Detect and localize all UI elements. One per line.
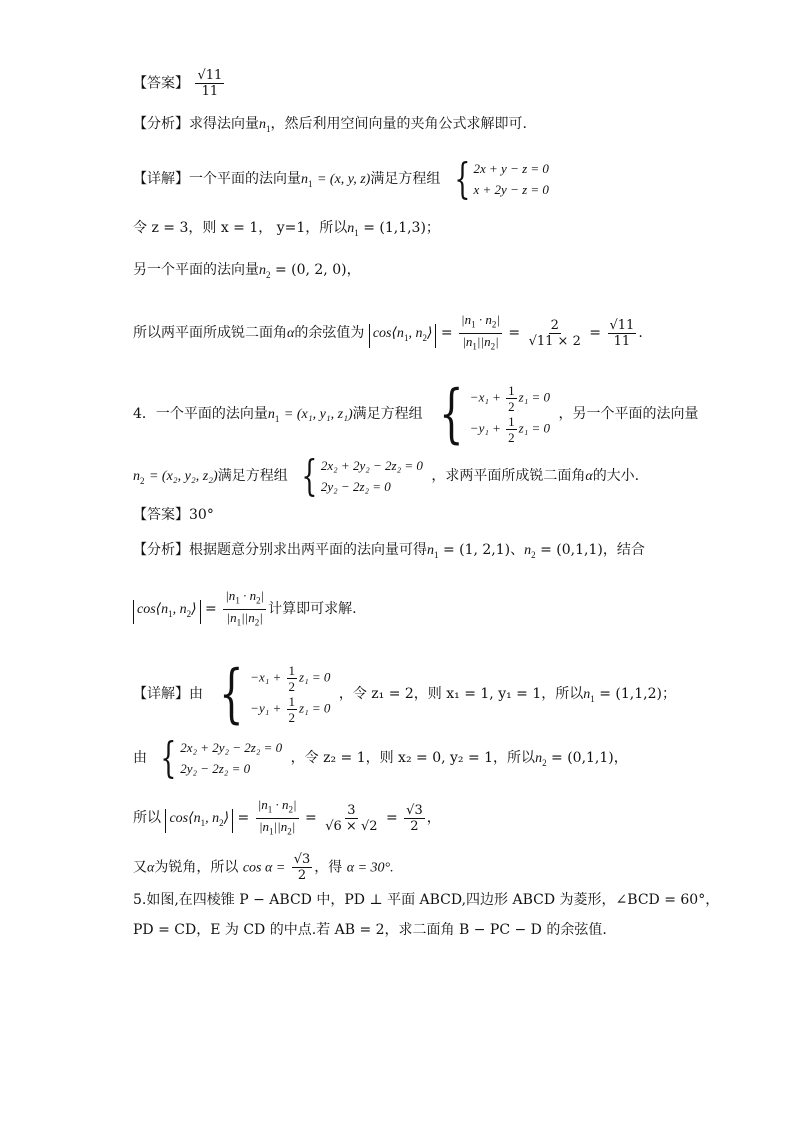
question-5-text2: PD = CD，E 为 CD 的中点.若 AB = 2，求二面角 B − PC − D 的余弦值. bbox=[133, 922, 607, 938]
alpha-symbol: α bbox=[147, 860, 155, 876]
analysis-line2: 计算即可求解. bbox=[268, 601, 357, 618]
so-line-q4: 所以 $\cos⟨n_1$, $n_2⟩$ = $\frac{|n_1 \cdot n_2|}{|n_1||n_2|}$ = $\frac{3}{√6 \times √2}$ = $\frac{√3}{2}$ ， bbox=[133, 797, 441, 839]
final-post: ，得 bbox=[314, 859, 343, 876]
q4-mid2: 满足方程组 bbox=[217, 468, 288, 484]
cos-line-q3: 所以两平面所成锐二面角α的余弦值为 $\cos⟨n_1$, $n_2⟩$ = $\frac{|n_1 \cdot n_2|}{|n_1||n_2|}$ = $\frac{2}{√11 \times 2}$ = $\frac{√11}{11}$ . bbox=[133, 312, 643, 354]
analysis-formula-q4: $\cos⟨n_1$, $n_2⟩$ = $\frac{|n_1 \cdot n_2|}{|n_1||n_2|}$ 计算即可求解. bbox=[133, 588, 357, 630]
cos-formula-frac: $\frac{|n_1 \cdot n_2|}{|n_1||n_2|}$ bbox=[225, 588, 265, 628]
equation-2: x + 2y − z = 0 bbox=[473, 182, 549, 197]
vector-value: = (x₁, y₁, z₁) bbox=[283, 407, 353, 422]
eq-part: z₁ = 0 bbox=[518, 389, 550, 405]
eq-part: z₁ = 0 bbox=[299, 700, 331, 716]
so-pre: 所以 bbox=[133, 810, 161, 827]
q4-tail: ，另一个平面的法向量 bbox=[558, 406, 699, 422]
cos-result-frac: $\frac{√11}{11}$ bbox=[609, 317, 635, 349]
vector-n2: $n_2$ bbox=[535, 751, 547, 768]
analysis-line-q4 bbox=[133, 540, 645, 565]
detail-label: 【详解】 bbox=[133, 686, 189, 702]
vector-n2: $n_2$ bbox=[259, 263, 271, 280]
cos-formula-frac: $\frac{|n_1 \cdot n_2|}{|n_1||n_2|}$ bbox=[461, 312, 500, 352]
answer-label: 【答案】 bbox=[133, 507, 189, 523]
cos-abs: $\cos⟨n_1$, $n_2⟩$ bbox=[165, 809, 233, 833]
analysis-text: 求得法向量 bbox=[189, 116, 259, 132]
vector-n2: $n_2$ bbox=[524, 543, 536, 560]
analysis-label: 【分析】 bbox=[133, 542, 189, 558]
eq-part: −y₁ + bbox=[250, 700, 282, 716]
detail-line-q4 bbox=[133, 657, 676, 731]
eq-part: z₁ = 0 bbox=[518, 420, 550, 436]
eq-part: z₁ = 0 bbox=[299, 669, 331, 685]
vector-n1: $n_1$ bbox=[259, 117, 271, 134]
answer-line-q4 bbox=[133, 505, 214, 525]
question-5-text1: 5.如图,在四棱锥 P − ABCD 中，PD ⊥ 平面 ABCD,四边形 ABCD 为菱形，∠BCD = 60°， bbox=[133, 892, 720, 908]
let-text: 令 z = 3，则 x = 1， y=1，所以 bbox=[133, 220, 348, 236]
q4-tail3: 的大小. bbox=[592, 468, 640, 484]
final-cos: cos α = bbox=[242, 860, 286, 876]
cos-value-frac: $\frac{2}{√11 \times 2}$ bbox=[528, 317, 581, 349]
equation-system-q4b: { 2x₂ + 2y₂ − 2z₂ = 0 2y₂ − 2z₂ = 0 bbox=[301, 451, 423, 500]
let-line-q3 bbox=[133, 218, 440, 243]
let-result: = (1,1,3)； bbox=[363, 220, 440, 236]
vector-n1: $n_1$ bbox=[347, 221, 359, 238]
equation-1: 2x + y − z = 0 bbox=[473, 161, 549, 176]
question-4-line2 bbox=[133, 451, 640, 500]
detail-label: 【详解】 bbox=[133, 171, 189, 187]
final-line-q4 bbox=[133, 852, 394, 883]
eq-part: −y₁ + bbox=[469, 420, 501, 436]
analysis-text: 根据题意分别求出两平面的法向量可得 bbox=[189, 542, 427, 558]
cos-formula-frac: $\frac{|n_1 \cdot n_2|}{|n_1||n_2|}$ bbox=[257, 797, 297, 837]
analysis-text-tail: ，然后利用空间向量的夹角公式求解即可. bbox=[270, 116, 527, 132]
equation-system-q4-detail2: { 2x₂ + 2y₂ − 2z₂ = 0 2y₂ − 2z₂ = 0 bbox=[160, 733, 283, 782]
answer-label: 【答案】 bbox=[133, 75, 189, 92]
eq-part: −x₁ + bbox=[250, 669, 282, 685]
cos-mid: 的余弦值为 bbox=[294, 325, 365, 342]
detail-line-q3 bbox=[133, 154, 553, 203]
answer-fraction: $\frac{√11}{11}$ bbox=[197, 68, 223, 99]
equation-4: 2y₂ − 2z₂ = 0 bbox=[180, 761, 251, 776]
alpha-symbol: α bbox=[585, 469, 593, 484]
equation-4: 2y₂ − 2z₂ = 0 bbox=[320, 479, 391, 494]
cos-abs: $\cos⟨n_1$, $n_2⟩$ bbox=[369, 324, 437, 348]
vector-n2: $n_2$ bbox=[133, 469, 145, 486]
final-pre: 又 bbox=[133, 859, 147, 876]
analysis-v2: = (0,1,1)，结合 bbox=[540, 542, 645, 558]
question-5-line2 bbox=[133, 920, 607, 940]
detail-res2: = (0,1,1)， bbox=[551, 750, 628, 766]
detail-let2: ，令 z₂ = 1，则 x₂ = 0, y₂ = 1，所以 bbox=[290, 750, 536, 766]
equation-3: 2x₂ + 2y₂ − 2z₂ = 0 bbox=[320, 458, 423, 473]
equation-3: 2x₂ + 2y₂ − 2z₂ = 0 bbox=[180, 740, 283, 755]
other-text: 另一个平面的法向量 bbox=[133, 262, 259, 278]
analysis-line-q3 bbox=[133, 114, 527, 139]
question-4-text: 4．一个平面的法向量 bbox=[133, 406, 268, 422]
vector2-value: = (x₂, y₂, z₂) bbox=[148, 469, 218, 484]
so-value-frac: $\frac{3}{√6 \times √2}$ bbox=[325, 802, 378, 834]
equation-system-q4-detail: { −x₁ + $\frac{1}{2}$ z₁ = 0 −y₁ + $\frac{1}{2}$ z₁ = 0 bbox=[219, 657, 331, 731]
cos-text: 所以两平面所成锐二面角 bbox=[133, 325, 287, 342]
cos-abs: $\cos⟨n_1$, $n_2⟩$ bbox=[133, 600, 201, 624]
alpha-symbol: α bbox=[287, 326, 295, 342]
final-mid: 为锐角，所以 bbox=[154, 859, 239, 876]
equation-system-q4: { −x₁ + $\frac{1}{2}$ z₁ = 0 −y₁ + $\frac{1}{2}$ z₁ = 0 bbox=[439, 377, 550, 451]
detail-by: 由 bbox=[189, 686, 203, 702]
eq-part: −x₁ + bbox=[469, 389, 501, 405]
analysis-label: 【分析】 bbox=[133, 116, 189, 132]
question-4-line1 bbox=[133, 377, 699, 451]
q4-tail2: ，求两平面所成锐二面角 bbox=[431, 468, 586, 484]
so-result-frac: $\frac{√3}{2}$ bbox=[406, 802, 423, 834]
other-value: = (0, 2, 0)， bbox=[274, 262, 361, 278]
detail-mid: 满足方程组 bbox=[370, 171, 441, 187]
analysis-v1: = (1, 2,1)、 bbox=[442, 542, 525, 558]
q4-mid: 满足方程组 bbox=[352, 406, 423, 422]
final-answer: α = 30°. bbox=[346, 860, 394, 876]
detail-line2-q4 bbox=[133, 733, 628, 782]
equation-system: { 2x + y − z = 0 x + 2y − z = 0 bbox=[454, 154, 549, 203]
other-normal-line-q3 bbox=[133, 260, 361, 285]
vector-n1: $n_1$ bbox=[427, 543, 439, 560]
vector-n1: $n_1$ bbox=[583, 687, 595, 704]
vector-n1: $n_1$ bbox=[301, 172, 313, 189]
detail-res1: = (1,1,2)； bbox=[599, 686, 676, 702]
detail-let1: ，令 z₁ = 2，则 x₁ = 1, y₁ = 1，所以 bbox=[338, 686, 584, 702]
detail-text: 一个平面的法向量 bbox=[189, 171, 301, 187]
vector-value: = (x, y, z) bbox=[316, 172, 371, 187]
answer-line-q3 bbox=[133, 68, 226, 99]
detail-by2: 由 bbox=[133, 750, 147, 766]
final-frac: $\frac{√3}{2}$ bbox=[293, 852, 311, 883]
vector-n1: $n_1$ bbox=[267, 407, 280, 424]
answer-value: 30° bbox=[189, 507, 214, 523]
question-5-line1 bbox=[133, 890, 719, 910]
